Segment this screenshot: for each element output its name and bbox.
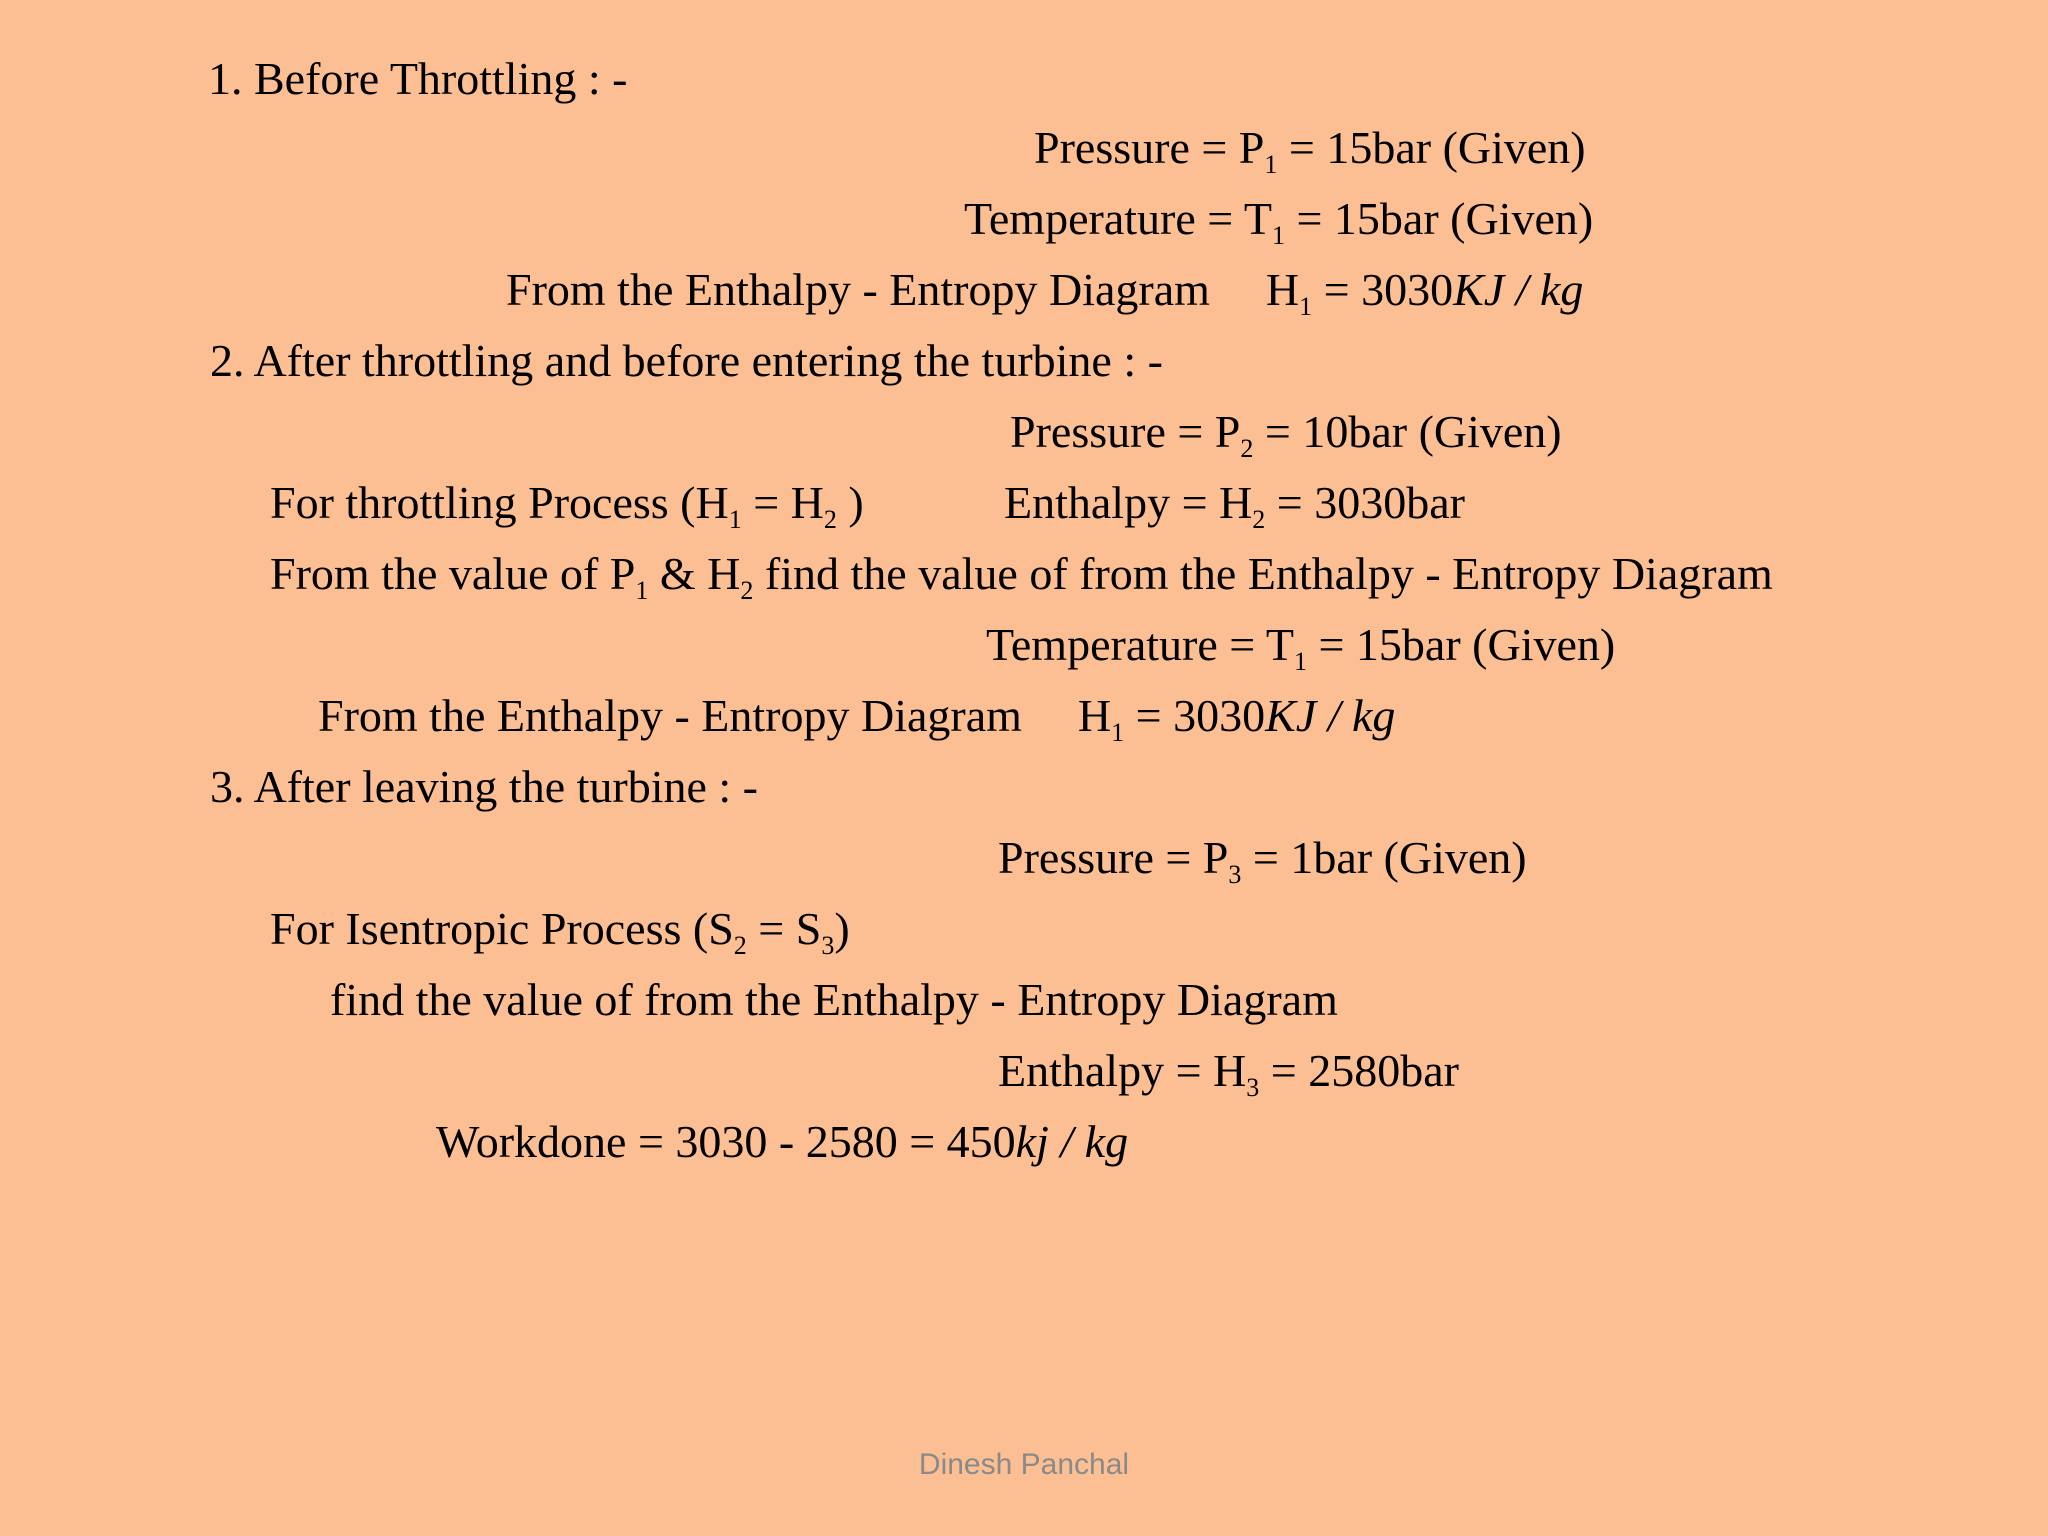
s3-enthalpy-line: Enthalpy = $H_3 = 2580bar$ [998, 1045, 1459, 1102]
s1-temperature-line: Temperature = $T_1 = 15bar$ (Given) [964, 193, 1594, 250]
s2-find-value-line: From the value of $P_1$ & $H_2$ find the value of from the Enthalpy - Entropy Diagram [270, 548, 1773, 605]
s2-pressure-line: Pressure = $P_2 = 10bar$ (Given) [1010, 406, 1562, 463]
s2-enthalpy-diagram-line: From the Enthalpy - Entropy Diagram $H_1 = 3030KJ$ / kg [318, 690, 1396, 747]
s3-pressure-line: Pressure = $P_3 = 1bar$ (Given) [998, 832, 1527, 889]
footer-author: Dinesh Panchal [918, 1448, 1130, 1481]
s2-throttling-process-line: For throttling Process ($H_1 = H_2$ ) [270, 477, 864, 534]
section-3-heading: 3. After leaving the turbine : - [210, 761, 759, 812]
section-2-heading: 2. After throttling and before entering the turbine : - [210, 335, 1163, 386]
s2-temperature-line: Temperature = $T_1 = 15bar$ (Given) [986, 619, 1616, 676]
s1-enthalpy-line: From the Enthalpy - Entropy Diagram $H_1 = 3030KJ$ / kg [506, 264, 1584, 321]
s1-pressure-line: Pressure = $P_1 = 15bar$ (Given) [1034, 122, 1586, 179]
s3-workdone-line: Workdone = 3030 - 2580 = 450kj / kg [436, 1116, 1129, 1167]
s3-find-value-line: find the value of from the Enthalpy - Entropy Diagram [330, 974, 1338, 1025]
s2-enthalpy-line: Enthalpy = $H_2 = 3030bar$ [1004, 477, 1465, 534]
section-1-heading: 1. Before Throttling : - [208, 53, 628, 104]
s3-isentropic-process-line: For Isentropic Process $(S_2 = S_3)$ [270, 903, 850, 960]
